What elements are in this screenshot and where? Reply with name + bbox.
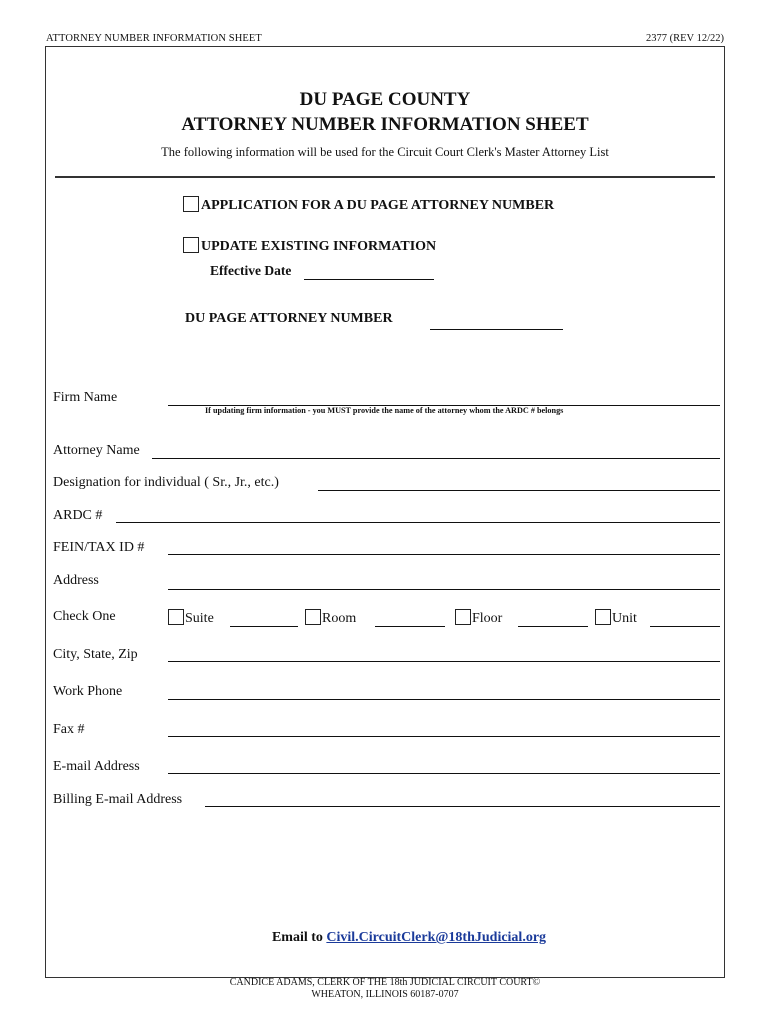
unit-label: Unit (612, 611, 637, 626)
unit-checkbox[interactable] (595, 609, 611, 625)
application-label: APPLICATION FOR A DU PAGE ATTORNEY NUMBER (201, 198, 555, 213)
billing-email-label: Billing E-mail Address (53, 792, 183, 807)
designation-field[interactable] (318, 490, 720, 491)
dupage-number-field[interactable] (430, 329, 563, 330)
suite-label: Suite (185, 611, 214, 626)
fein-label: FEIN/TAX ID # (53, 540, 145, 555)
update-label: UPDATE EXISTING INFORMATION (201, 239, 437, 254)
work-phone-field[interactable] (168, 699, 720, 700)
attorney-name-label: Attorney Name (53, 443, 140, 458)
update-checkbox[interactable] (183, 237, 199, 253)
fein-field[interactable] (168, 554, 720, 555)
dupage-number-label: DU PAGE ATTORNEY NUMBER (185, 311, 393, 326)
update-option (183, 237, 436, 255)
attorney-name-field[interactable] (152, 458, 720, 459)
application-checkbox[interactable] (183, 196, 199, 212)
city-state-zip-label: City, State, Zip (53, 647, 138, 662)
floor-option (455, 609, 502, 627)
footer-clerk: CANDICE ADAMS, CLERK OF THE 18th JUDICIAL CIRCUIT COURT© (229, 977, 541, 988)
ardc-label: ARDC # (53, 508, 103, 523)
firm-name-label: Firm Name (53, 390, 118, 405)
sheet-subtitle: The following information will be used for the Circuit Court Clerk's Master Attorney List (161, 145, 609, 159)
contact-email-line (0, 930, 770, 946)
title-divider (55, 176, 715, 178)
unit-option (595, 609, 637, 627)
county-title: DU PAGE COUNTY (299, 89, 471, 110)
fax-label: Fax # (53, 722, 85, 737)
suite-field[interactable] (230, 626, 298, 627)
sheet-title: ATTORNEY NUMBER INFORMATION SHEET (181, 114, 589, 135)
city-state-zip-field[interactable] (168, 661, 720, 662)
room-checkbox[interactable] (305, 609, 321, 625)
floor-checkbox[interactable] (455, 609, 471, 625)
address-field[interactable] (168, 589, 720, 590)
work-phone-label: Work Phone (53, 684, 123, 699)
suite-checkbox[interactable] (168, 609, 184, 625)
contact-email-link[interactable]: Civil.CircuitClerk@18thJudicial.org (326, 930, 547, 945)
check-one-label: Check One (53, 609, 116, 624)
effective-date-label: Effective Date (210, 263, 292, 278)
unit-field[interactable] (650, 626, 720, 627)
header-form-number: 2377 (REV 12/22) (646, 33, 724, 44)
fax-field[interactable] (168, 736, 720, 737)
header-form-title: ATTORNEY NUMBER INFORMATION SHEET (46, 33, 262, 44)
firm-name-note: If updating firm information - you MUST provide the name of the attorney whom the ARDC # belongs (205, 406, 564, 415)
email-label: E-mail Address (53, 759, 140, 774)
effective-date-field[interactable] (304, 279, 434, 280)
contact-email-prefix: Email to (271, 930, 323, 945)
room-label: Room (322, 611, 357, 626)
ardc-field[interactable] (116, 522, 720, 523)
suite-option (168, 609, 214, 627)
billing-email-field[interactable] (205, 806, 720, 807)
address-label: Address (53, 573, 99, 588)
room-field[interactable] (375, 626, 445, 627)
application-option (183, 196, 554, 214)
floor-field[interactable] (518, 626, 588, 627)
room-option (305, 609, 356, 627)
floor-label: Floor (472, 611, 503, 626)
designation-label: Designation for individual ( Sr., Jr., etc.) (53, 475, 279, 490)
footer-address: WHEATON, ILLINOIS 60187-0707 (311, 989, 459, 1000)
email-field[interactable] (168, 773, 720, 774)
form-border (45, 46, 725, 978)
